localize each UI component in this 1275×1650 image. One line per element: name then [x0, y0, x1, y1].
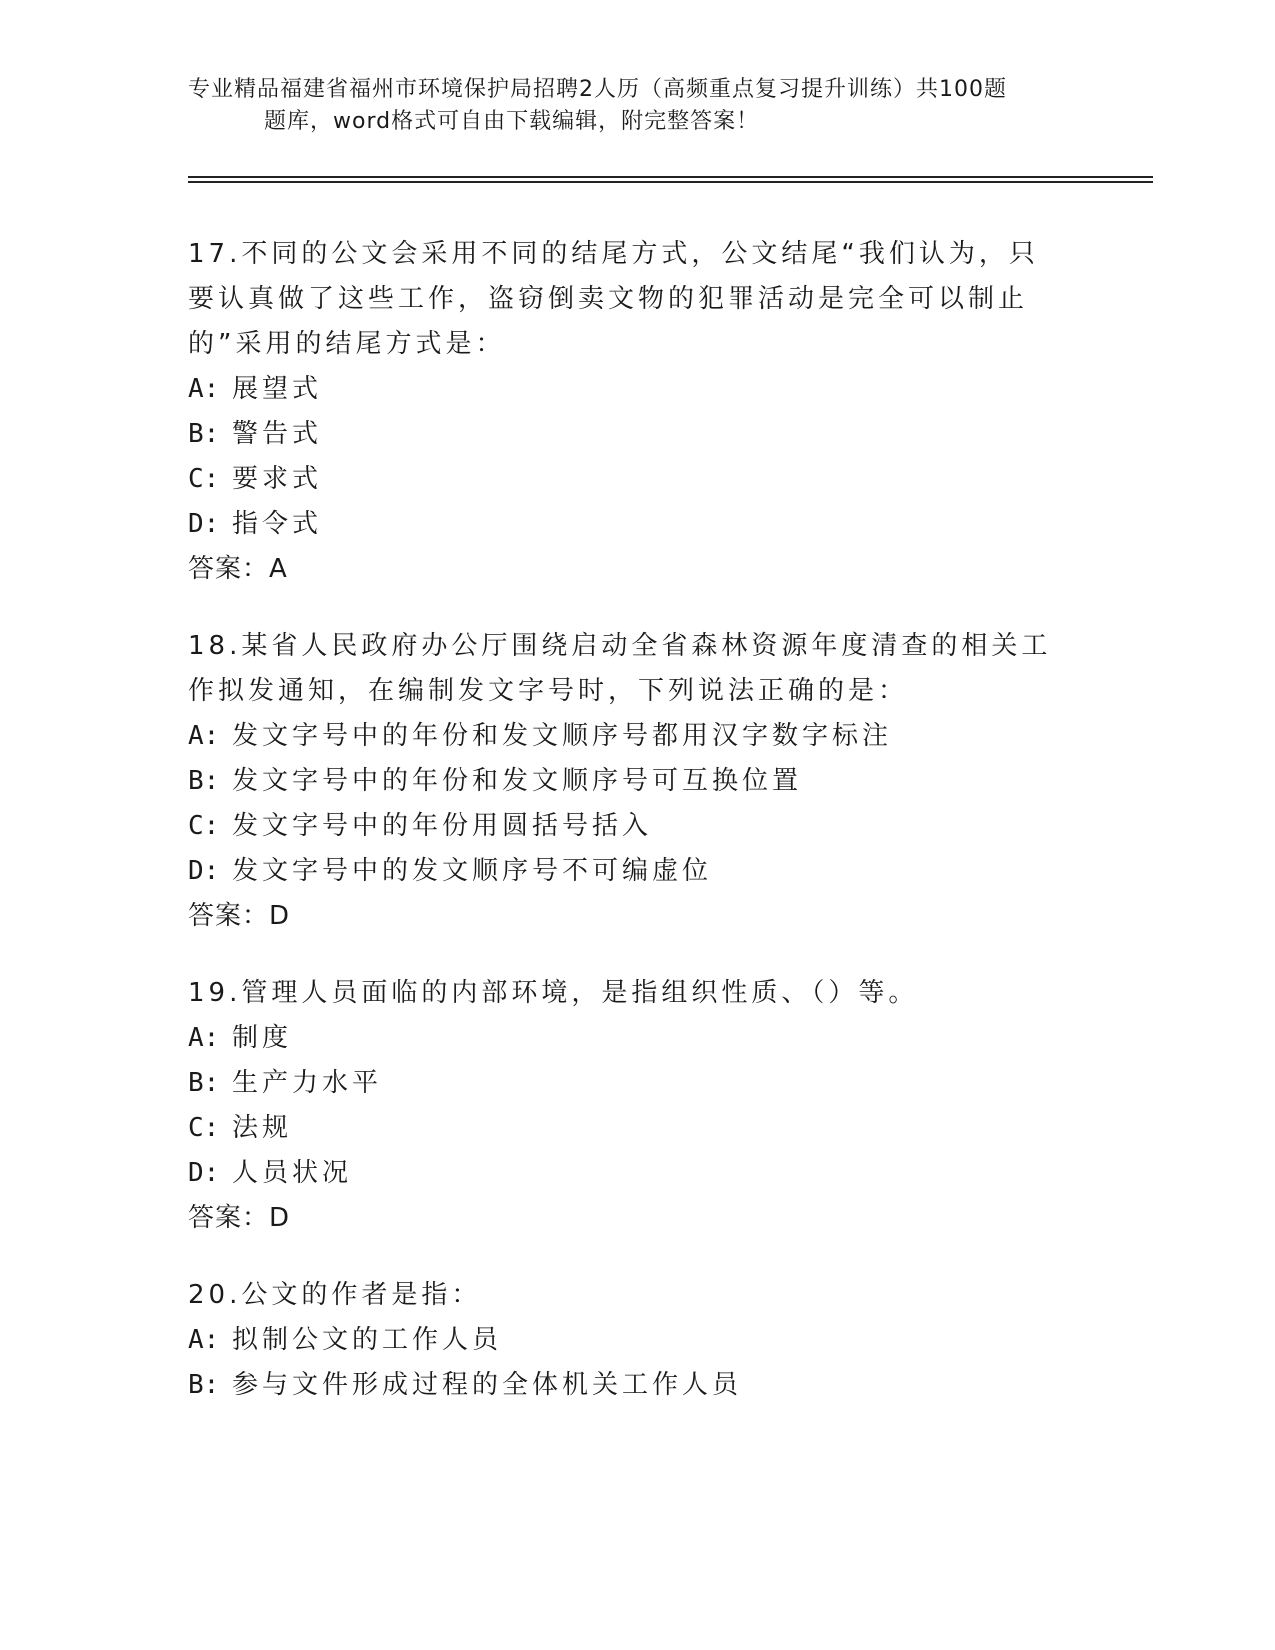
option-letter: B:: [188, 1068, 220, 1098]
option-b: [188, 1363, 1068, 1408]
option-text: 发文字号中的年份用圆括号括入: [232, 811, 653, 841]
option-letter: C:: [188, 1113, 220, 1143]
option-text: 拟制公文的工作人员: [232, 1325, 503, 1355]
option-text: 人员状况: [232, 1158, 353, 1188]
option-c: [188, 1106, 1068, 1151]
option-a: [188, 1318, 1068, 1363]
option-d: [188, 849, 1068, 894]
option-letter: B:: [188, 766, 220, 796]
option-c: [188, 804, 1068, 849]
answer-line: 答案：D: [188, 901, 291, 931]
option-text: 警告式: [232, 419, 323, 449]
option-letter: D:: [188, 856, 220, 886]
option-b: [188, 1061, 1068, 1106]
option-letter: A:: [188, 721, 220, 751]
option-b: [188, 412, 1068, 457]
option-letter: A:: [188, 1023, 220, 1053]
question-stem: 18.某省人民政府办公厅围绕启动全省森林资源年度清查的相关工作拟发通知，在编制发文字号时，下列说法正确的是：: [188, 631, 1052, 706]
header-divider-top: [188, 176, 1153, 178]
option-text: 发文字号中的年份和发文顺序号都用汉字数字标注: [232, 721, 893, 751]
answer-line: 答案：D: [188, 1203, 291, 1233]
option-text: 要求式: [232, 464, 323, 494]
question-20: [188, 1273, 1068, 1408]
question-18: [188, 624, 1068, 939]
question-stem: 17.不同的公文会采用不同的结尾方式，公文结尾“我们认为，只要认真做了这些工作，盗窃倒卖文物的犯罪活动是完全可以制止的”采用的结尾方式是：: [188, 239, 1039, 359]
option-letter: A:: [188, 1325, 220, 1355]
header-title-line: 专业精品福建省福州市环境保护局招聘2人历（高频重点复习提升训练）共100题: [188, 77, 1007, 102]
question-list: [188, 232, 1068, 1440]
answer-line: 答案：A: [188, 554, 288, 584]
option-text: 展望式: [232, 374, 323, 404]
header-divider-bottom: [188, 181, 1153, 183]
option-letter: B:: [188, 1370, 220, 1400]
option-a: [188, 367, 1068, 412]
option-text: 发文字号中的发文顺序号不可编虚位: [232, 856, 713, 886]
option-c: [188, 457, 1068, 502]
option-text: 生产力水平: [232, 1068, 383, 1098]
option-a: [188, 714, 1068, 759]
option-letter: A:: [188, 374, 220, 404]
option-letter: D:: [188, 509, 220, 539]
option-a: [188, 1016, 1068, 1061]
option-letter: C:: [188, 464, 220, 494]
option-d: [188, 502, 1068, 547]
option-text: 指令式: [232, 509, 323, 539]
question-stem: 19.管理人员面临的内部环境，是指组织性质、（）等。: [188, 978, 919, 1008]
question-17: [188, 232, 1068, 592]
question-19: [188, 971, 1068, 1241]
option-b: [188, 759, 1068, 804]
option-letter: B:: [188, 419, 220, 449]
option-letter: D:: [188, 1158, 220, 1188]
option-text: 法规: [232, 1113, 293, 1143]
header-subtitle-line: 题库，word格式可自由下载编辑，附完整答案！: [264, 109, 760, 134]
option-text: 发文字号中的年份和发文顺序号可互换位置: [232, 766, 803, 796]
option-letter: C:: [188, 811, 220, 841]
option-d: [188, 1151, 1068, 1196]
document-header: [188, 74, 1088, 138]
question-stem: 20.公文的作者是指：: [188, 1280, 482, 1310]
option-text: 参与文件形成过程的全体机关工作人员: [232, 1370, 743, 1400]
option-text: 制度: [232, 1023, 293, 1053]
